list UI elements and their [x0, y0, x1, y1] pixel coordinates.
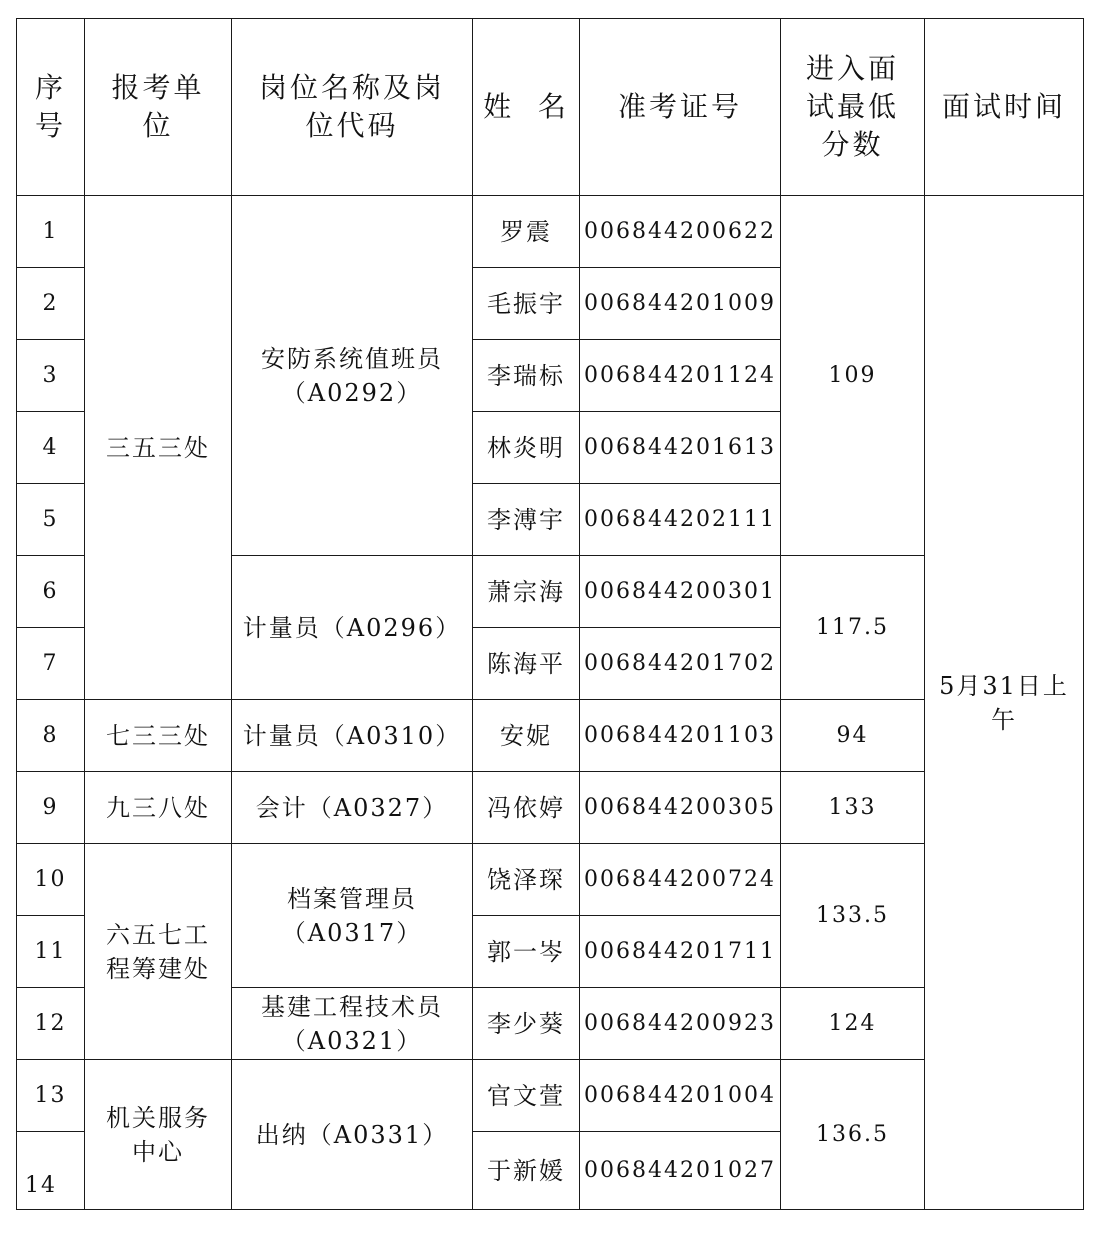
row-seq: 10 — [17, 844, 85, 916]
row-seq: 8 — [17, 700, 85, 772]
score-cell: 133 — [781, 772, 925, 844]
table-row — [17, 1060, 1084, 1132]
position-cell: 安防系统值班员 （A0292） — [232, 196, 473, 556]
row-exam-no: 006844201124 — [580, 340, 781, 412]
header-unit: 报考单 位 — [85, 19, 232, 196]
row-seq: 4 — [17, 412, 85, 484]
table-row — [17, 844, 1084, 916]
score-cell: 124 — [781, 988, 925, 1060]
header-min-score: 进入面 试最低 分数 — [781, 19, 925, 196]
score-cell: 109 — [781, 196, 925, 556]
unit-cell: 三五三处 — [85, 196, 232, 700]
row-exam-no: 006844201711 — [580, 916, 781, 988]
row-name: 冯依婷 — [473, 772, 580, 844]
table-row — [17, 772, 1084, 844]
row-seq: 5 — [17, 484, 85, 556]
row-exam-no: 006844201027 — [580, 1132, 781, 1210]
row-seq: 1 — [17, 196, 85, 268]
row-name: 安妮 — [473, 700, 580, 772]
interview-time-cell: 5月31日上 午 — [925, 196, 1084, 1210]
unit-cell: 机关服务 中心 — [85, 1060, 232, 1210]
row-name: 李溥宇 — [473, 484, 580, 556]
position-cell: 出纳（A0331） — [232, 1060, 473, 1210]
row-name: 萧宗海 — [473, 556, 580, 628]
header-exam-no: 准考证号 — [580, 19, 781, 196]
score-cell: 133.5 — [781, 844, 925, 988]
unit-cell: 七三三处 — [85, 700, 232, 772]
table-row — [17, 196, 1084, 268]
position-cell: 档案管理员 （A0317） — [232, 844, 473, 988]
row-seq: 14 — [17, 1132, 85, 1210]
row-seq: 6 — [17, 556, 85, 628]
row-name: 陈海平 — [473, 628, 580, 700]
row-name: 郭一岑 — [473, 916, 580, 988]
row-name: 于新媛 — [473, 1132, 580, 1210]
row-exam-no: 006844201004 — [580, 1060, 781, 1132]
row-name: 饶泽琛 — [473, 844, 580, 916]
row-name: 李少葵 — [473, 988, 580, 1060]
row-exam-no: 006844202111 — [580, 484, 781, 556]
header-seq: 序 号 — [17, 19, 85, 196]
row-seq: 12 — [17, 988, 85, 1060]
row-exam-no: 006844200301 — [580, 556, 781, 628]
row-exam-no: 006844200305 — [580, 772, 781, 844]
row-name: 毛振宇 — [473, 268, 580, 340]
row-seq: 2 — [17, 268, 85, 340]
unit-cell: 六五七工 程筹建处 — [85, 844, 232, 1060]
position-cell: 计量员（A0310） — [232, 700, 473, 772]
row-seq: 9 — [17, 772, 85, 844]
interview-list-table — [16, 18, 1084, 1210]
score-cell: 136.5 — [781, 1060, 925, 1210]
row-name: 李瑞标 — [473, 340, 580, 412]
score-cell: 117.5 — [781, 556, 925, 700]
score-cell: 94 — [781, 700, 925, 772]
position-cell: 基建工程技术员 （A0321） — [232, 988, 473, 1060]
header-row — [17, 19, 1084, 196]
row-name: 罗震 — [473, 196, 580, 268]
table-row — [17, 700, 1084, 772]
row-exam-no: 006844200724 — [580, 844, 781, 916]
row-exam-no: 006844201702 — [580, 628, 781, 700]
header-position: 岗位名称及岗 位代码 — [232, 19, 473, 196]
row-exam-no: 006844201103 — [580, 700, 781, 772]
row-exam-no: 006844200923 — [580, 988, 781, 1060]
row-seq: 13 — [17, 1060, 85, 1132]
row-exam-no: 006844201009 — [580, 268, 781, 340]
row-exam-no: 006844200622 — [580, 196, 781, 268]
row-seq: 11 — [17, 916, 85, 988]
row-seq: 7 — [17, 628, 85, 700]
unit-cell: 九三八处 — [85, 772, 232, 844]
row-name: 官文萱 — [473, 1060, 580, 1132]
row-exam-no: 006844201613 — [580, 412, 781, 484]
header-interview-time: 面试时间 — [925, 19, 1084, 196]
row-seq: 3 — [17, 340, 85, 412]
position-cell: 会计（A0327） — [232, 772, 473, 844]
header-name: 姓 名 — [473, 19, 580, 196]
position-cell: 计量员（A0296） — [232, 556, 473, 700]
row-name: 林炎明 — [473, 412, 580, 484]
